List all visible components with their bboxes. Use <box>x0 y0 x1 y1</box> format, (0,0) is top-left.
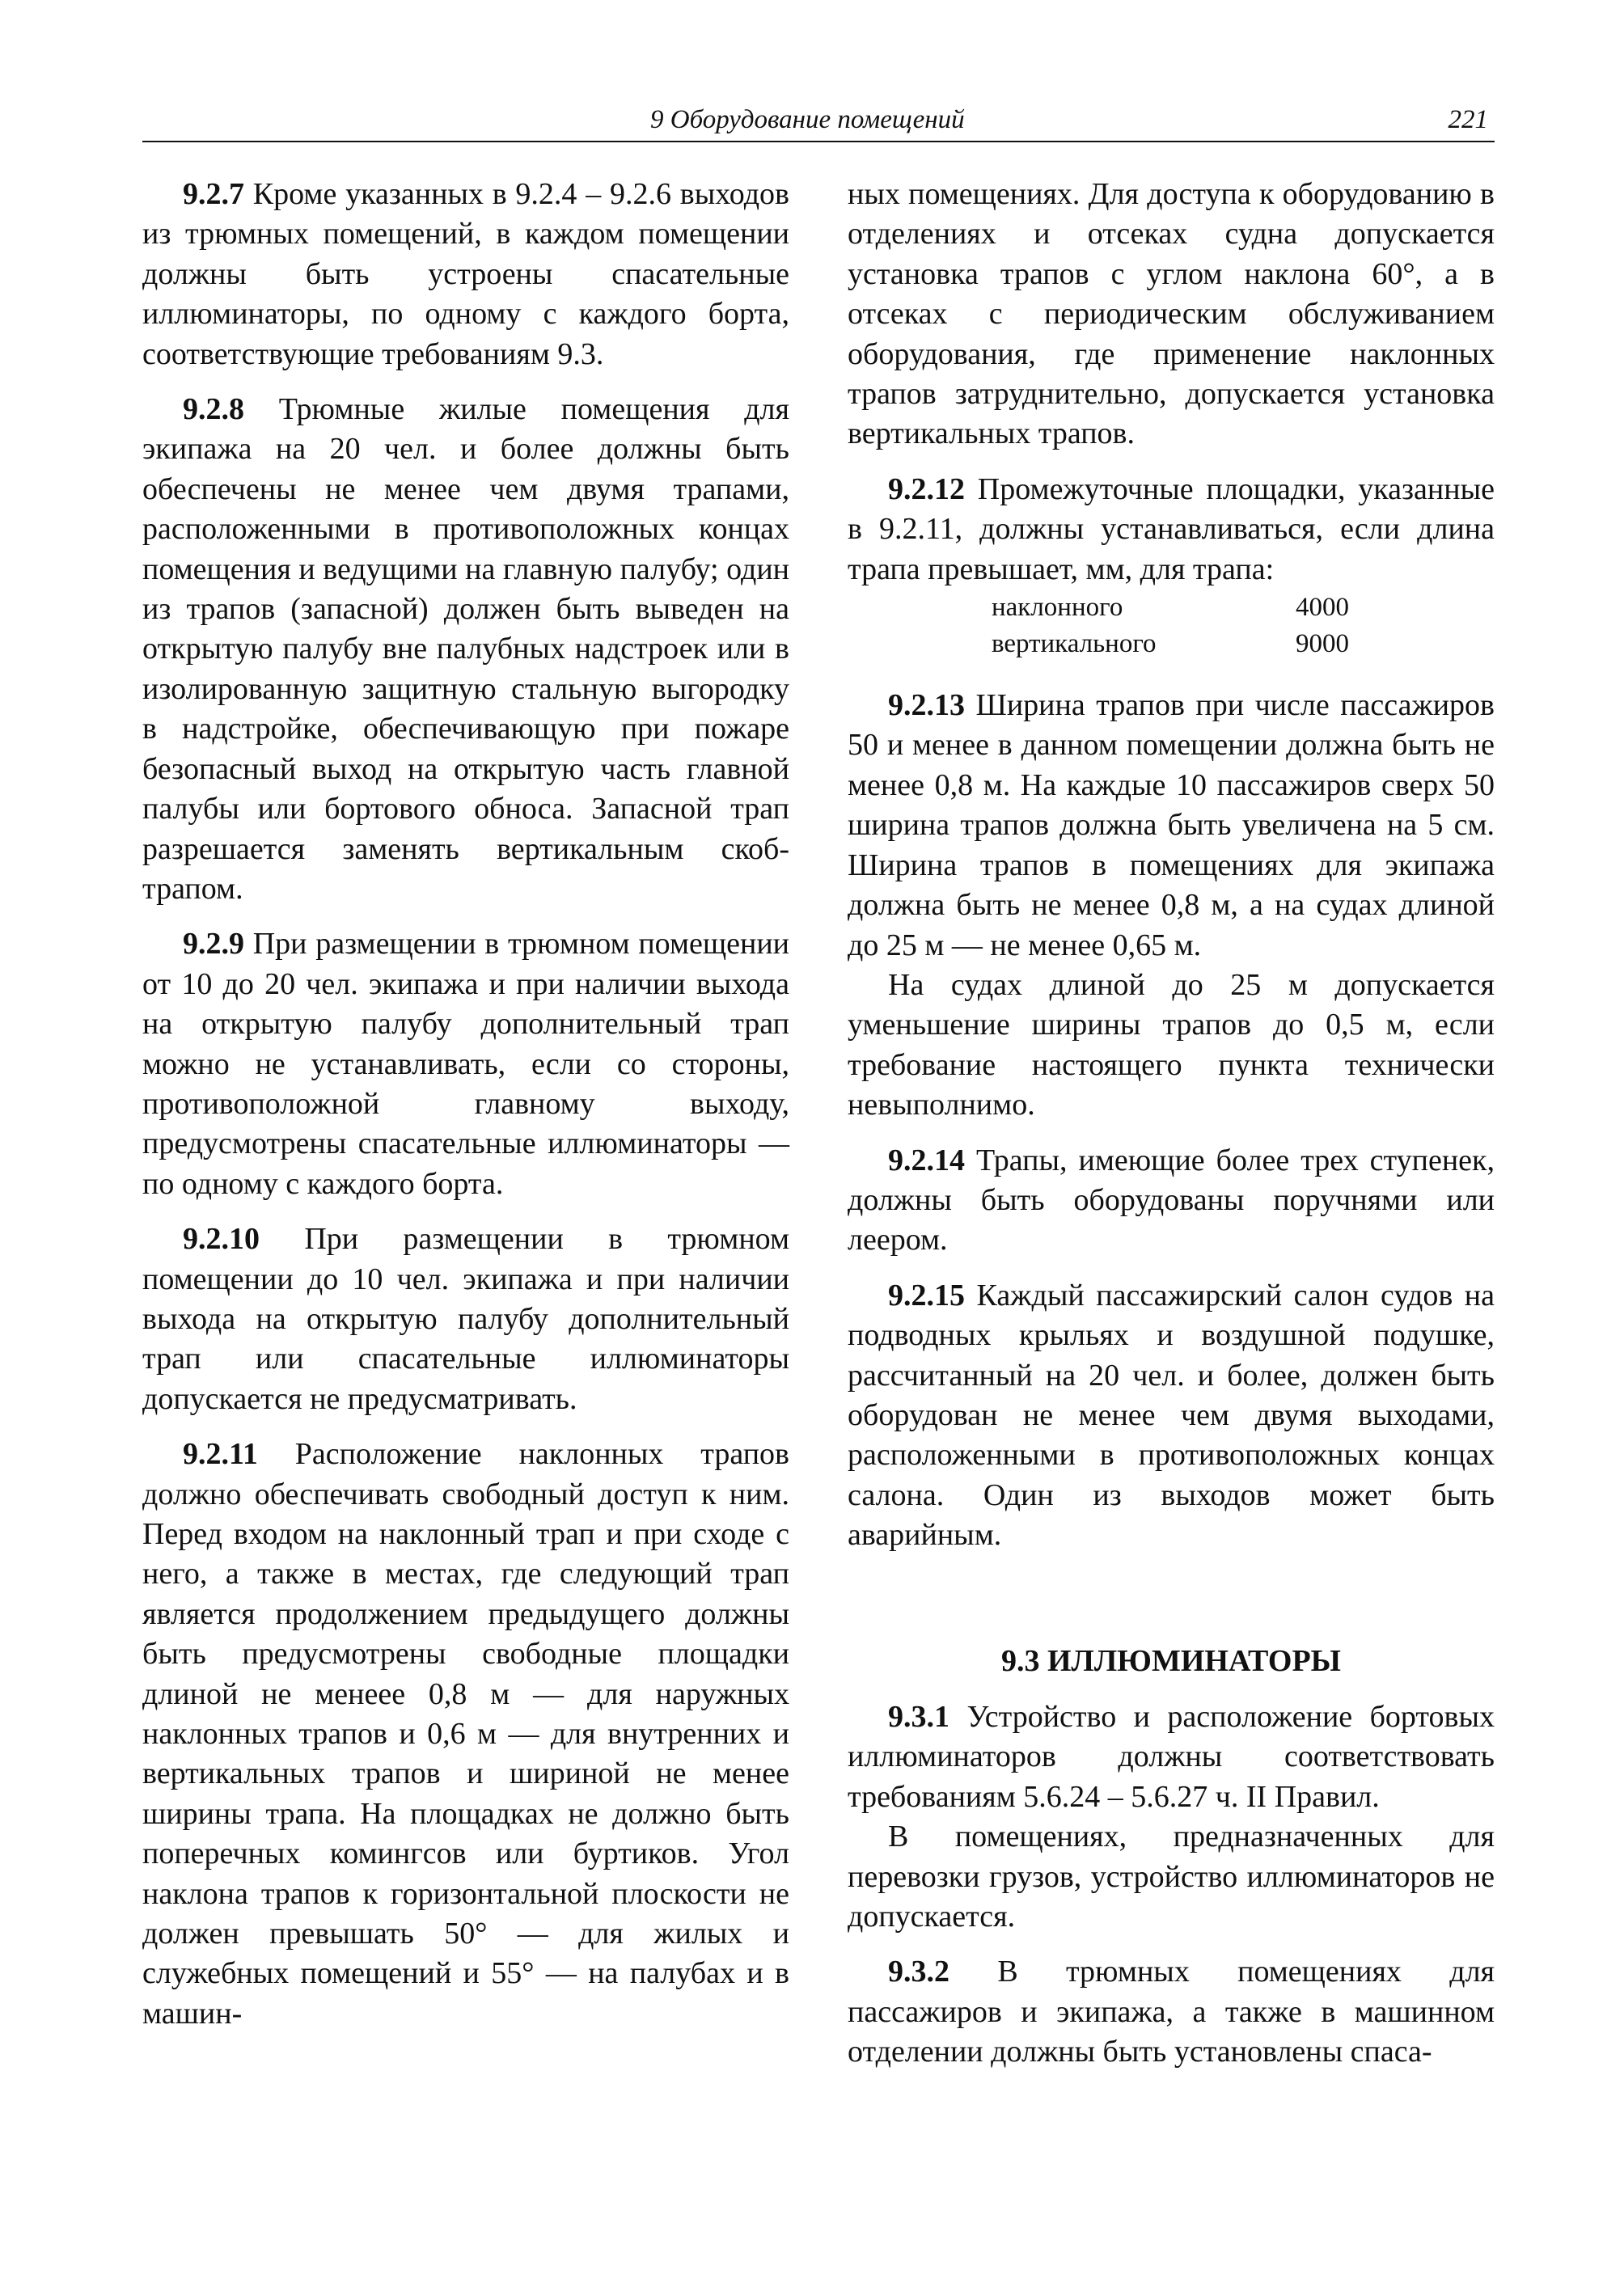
section-heading: 9.3 ИЛЛЮМИНАТОРЫ <box>1001 1643 1341 1678</box>
paragraph-9-2-11 <box>142 1435 789 2034</box>
paragraph-9-2-10 <box>142 1219 789 1419</box>
paragraph-9-2-12 <box>848 470 1495 590</box>
right-column <box>848 175 1495 2088</box>
ladder-type: наклонного <box>992 593 1123 623</box>
ladder-type: вертикального <box>992 629 1157 659</box>
paragraph-9-2-7 <box>142 175 789 374</box>
chapter-title: 9 Оборудование помещений <box>650 105 965 134</box>
clause-text: Кроме указанных в 9.2.4 – 9.2.6 выходов из трюмных помещений, в каждом помещении должны быть устроены спасательные иллюминаторы, по одному с каждого борта, соответствующие требованиям 9.3. <box>142 177 789 371</box>
paragraph-9-3-1-second: В помещениях, предназначенных для перевозки грузов, устройство иллюминаторов не допускается. <box>848 1820 1495 1934</box>
paragraph-9-3-2 <box>848 1952 1495 2072</box>
clause-text: При размещении в трюмном помещении до 10 чел. экипажа и при наличии выхода на открытую палубу дополнительный трап или спасательные иллюминаторы допускается не предусматривать. <box>142 1222 789 1416</box>
paragraph-9-3-1 <box>848 1697 1495 1817</box>
clause-number: 9.2.12 <box>888 471 965 506</box>
clause-text: При размещении в трюмном помещении от 10 до 20 чел. экипажа и при наличии выхода на открытую палубу дополнительный трап можно не устанавливать, если со стороны, противоположной главному выходу, предусмотрены спасательные иллюминаторы — по одному с каждого борта. <box>142 927 790 1201</box>
clause-number: 9.3.1 <box>888 1700 949 1734</box>
paragraph-9-2-13 <box>848 686 1495 966</box>
clause-number: 9.2.9 <box>183 927 244 962</box>
paragraph-9-2-11-continuation: ных помещениях. Для доступа к оборудованию в отделениях и отсеках судна допускается установка трапов с углом наклона 60°, а в отсеках с периодическим обслуживанием оборудования, где применение наклонных трапов затруднительно, допускается установка вертикальных трапов. <box>848 177 1495 451</box>
clause-text: Расположение наклонных трапов должно обеспечивать свободный доступ к ним. Перед входом на наклонный трап и при сходе с него, а также в местах, где следующий трап является продолжением предыдущего должны быть предусмотрены свободные площадки длиной не менеее 0,8 м — для наружных наклонных трапов и 0,6 м — для внутренних и вертикальных трапов и шириной не менее ширины трапа. На площадках не должно быть поперечных комингсов или буртиков. Угол наклона трапов к горизонтальной плоскости не должен превышать 50° — для жилых и служебных помещений и 55° — на палубах и в машин- <box>142 1437 789 2031</box>
clause-number: 9.3.2 <box>888 1955 949 1989</box>
page-number: 221 <box>1448 105 1488 134</box>
clause-number: 9.2.7 <box>183 177 244 211</box>
clause-number: 9.2.15 <box>888 1278 965 1312</box>
clause-text: В трюмных помещениях для пассажиров и экипажа, а также в машинном отделении должны быть установлены спаса- <box>848 1955 1495 2069</box>
clause-text: Каждый пассажирский салон судов на подводных крыльях и воздушной подушке, рассчитанный на 20 чел. и более, должен быть оборудован не менее чем двумя выходами, расположенными в противоположных концах салона. Один из выходов может быть аварийным. <box>848 1278 1495 1553</box>
clause-text: Трюмные жилые помещения для экипажа на 20 чел. и более должны быть обеспечены не менее чем двумя трапами, расположенными в противоположных концах помещения и ведущими на главную палубу; один из трапов (запасной) должен быть выведен на открытую палубу вне палубных надстроек или в изолированную защитную стальную выгородку в надстройке, обеспечивающую при пожаре безопасный выход на открытую часть главной палубы или бортового обноса. Запасной трап разрешается заменять вертикальным скоб-трапом. <box>142 392 790 906</box>
ladder-length: 4000 <box>1296 593 1349 623</box>
clause-text: Промежуточные площадки, указанные в 9.2.11, должны устанавливаться, если длина трапа превышает, мм, для трапа: <box>848 471 1495 586</box>
ladder-length-table <box>992 590 1495 662</box>
clause-text: Устройство и расположение бортовых иллюминаторов должны соответствовать требованиям 5.6.24 – 5.6.27 ч. II Правил. <box>848 1700 1495 1814</box>
table-row <box>992 626 1495 662</box>
ladder-length: 9000 <box>1296 629 1349 659</box>
clause-number: 9.2.10 <box>183 1222 260 1257</box>
clause-number: 9.2.13 <box>888 688 965 723</box>
clause-number: 9.2.14 <box>888 1143 965 1177</box>
clause-number: 9.2.8 <box>183 392 244 427</box>
paragraph-9-2-15 <box>848 1276 1495 1556</box>
paragraph-9-2-8 <box>142 390 789 909</box>
table-row <box>992 590 1495 626</box>
running-header <box>142 105 1495 142</box>
paragraph-9-2-14 <box>848 1141 1495 1261</box>
left-column <box>142 175 789 2049</box>
clause-number: 9.2.11 <box>183 1437 258 1472</box>
paragraph-9-2-9 <box>142 924 789 1204</box>
clause-text: Трапы, имеющие более трех ступенек, должны быть оборудованы поручнями или леером. <box>848 1143 1495 1258</box>
clause-text: Ширина трапов при числе пассажиров 50 и менее в данном помещении должна быть не менее 0,8 м. На каждые 10 пассажиров сверх 50 ширина трапов должна быть увеличена на 5 см. Ширина трапов в помещениях для экипажа должна быть не менее 0,8 м, а на судах длиной до 25 м — не менее 0,65 м. <box>848 688 1495 962</box>
paragraph-9-2-13-second: На судах длиной до 25 м допускается уменьшение ширины трапов до 0,5 м, если требование настоящего пункта технически невыполнимо. <box>848 967 1495 1122</box>
